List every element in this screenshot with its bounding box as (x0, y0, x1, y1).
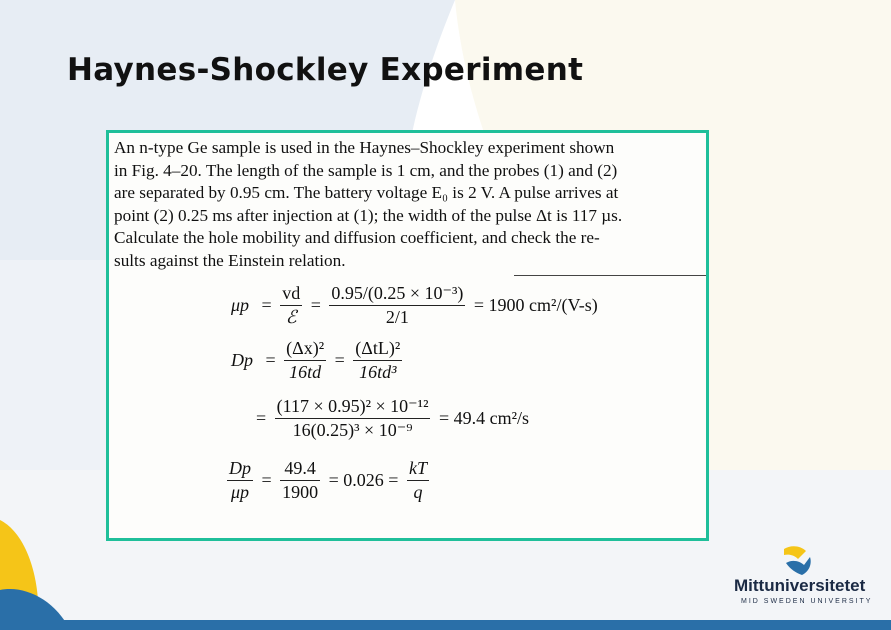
einstein-value: = 0.026 = (328, 470, 399, 490)
equals-sign: = (334, 350, 345, 370)
diffusion-numerator-3: (117 × 0.95)² × 10⁻¹² (275, 396, 431, 419)
diffusion-numerator-2: (ΔtL)² (353, 338, 402, 361)
diffusion-equation (227, 338, 402, 383)
einstein-rhs-numerator: kT (407, 458, 429, 481)
problem-line: An n-type Ge sample is used in the Haynes–Shockley experiment shown (114, 138, 615, 157)
einstein-relation (227, 458, 429, 503)
diffusion-fraction-3 (275, 396, 431, 441)
mobility-symbol: μp (231, 295, 250, 315)
diffusion-symbol: Dp (231, 350, 253, 370)
einstein-lhs-denominator: μp (230, 482, 250, 502)
mobility-fraction (329, 283, 465, 328)
einstein-middle-numerator: 49.4 (280, 458, 320, 481)
problem-line: sults against the Einstein relation. (114, 250, 346, 270)
equals-sign: = (265, 350, 276, 370)
einstein-middle (280, 458, 320, 503)
problem-line: are separated by 0.95 cm. The battery voltage E₀ is 2 V. A pulse arrives at (114, 183, 619, 203)
velocity-over-field (280, 283, 302, 328)
einstein-lhs (227, 458, 253, 503)
mobility-result: = 1900 cm²/(V-s) (473, 295, 598, 315)
problem-line: Calculate the hole mobility and diffusion coefficient, and check the re- (114, 228, 600, 248)
electric-field: ℰ (285, 307, 297, 327)
diffusion-numerator-1: (Δx)² (284, 338, 326, 361)
slide-title: Haynes-Shockley Experiment (67, 52, 584, 88)
problem-statement (114, 137, 704, 273)
mobility-numerator: 0.95/(0.25 × 10⁻³) (329, 283, 465, 306)
divider-line (514, 275, 706, 276)
diffusion-equation-numeric (252, 396, 533, 441)
einstein-lhs-numerator: Dp (227, 458, 253, 481)
university-subtitle: MID SWEDEN UNIVERSITY (741, 598, 873, 605)
diffusion-fraction-2 (353, 338, 402, 383)
university-name: Mittuniversitetet (734, 576, 866, 595)
problem-line: in Fig. 4–20. The length of the sample is 1 cm, and the probes (1) and (2) (114, 160, 618, 180)
equals-sign: = (310, 295, 321, 315)
diffusion-result: = 49.4 cm²/s (438, 408, 530, 428)
diffusion-denominator-1: 16td (289, 362, 322, 382)
equals-sign: = (256, 408, 267, 428)
diffusion-fraction-1 (284, 338, 326, 383)
equals-sign: = (261, 470, 272, 490)
diffusion-denominator-2: 16td³ (359, 362, 397, 382)
diffusion-denominator-3: 16(0.25)³ × 10⁻⁹ (292, 420, 413, 440)
einstein-rhs-denominator: q (413, 482, 423, 502)
mobility-equation (227, 283, 602, 328)
drift-velocity: vd (280, 283, 302, 306)
einstein-middle-denominator: 1900 (282, 482, 319, 502)
problem-line: point (2) 0.25 ms after injection at (1); the width of the pulse Δt is 117 µs. (114, 205, 623, 225)
mobility-denominator: 2/1 (385, 307, 409, 327)
university-logo-icon (780, 543, 814, 577)
footer-band (0, 620, 891, 630)
equals-sign: = (261, 295, 272, 315)
einstein-rhs (407, 458, 429, 503)
problem-image-frame (106, 130, 709, 541)
